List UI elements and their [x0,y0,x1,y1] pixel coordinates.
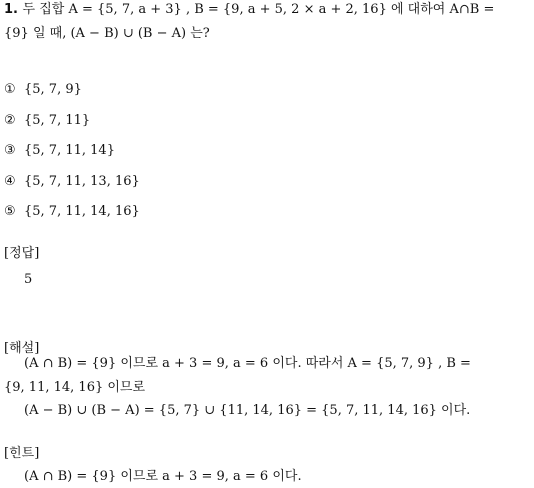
question-line-1 [4,0,494,20]
question-line-2: {9} 일 때, (A − B) ∪ (B − A) 는? [4,26,210,41]
choice-2[interactable] [4,111,90,131]
choice-text: {5, 7, 11, 14} [24,143,115,158]
choice-text: {5, 7, 11, 13, 16} [24,174,140,189]
hint-heading: [힌트] [4,446,40,461]
answer-value: 5 [24,272,33,287]
choice-text: {5, 7, 9} [24,82,82,97]
question-number: 1. [4,2,18,17]
choice-text: {5, 7, 11, 14, 16} [24,204,140,219]
choice-marker: ① [4,82,16,97]
choice-5[interactable] [4,202,140,222]
choice-1[interactable] [4,80,82,100]
explanation-line-2: {9, 11, 14, 16} 이므로 [4,380,146,395]
choice-marker: ② [4,113,16,128]
explanation-heading: [해설] [4,341,40,356]
choice-3[interactable] [4,141,115,161]
explanation-line-1: (A ∩ B) = {9} 이므로 a + 3 = 9, a = 6 이다. 따라서 A = {5, 7, 9} , B = [24,356,471,371]
choice-marker: ④ [4,174,16,189]
question-text-1: 두 집합 A = {5, 7, a + 3} , B = {9, a + 5, 2 × a + 2, 16} 에 대하여 A∩B = [22,2,495,17]
explanation-line-3: (A − B) ∪ (B − A) = {5, 7} ∪ {11, 14, 16} = {5, 7, 11, 14, 16} 이다. [24,403,471,418]
choice-text: {5, 7, 11} [24,113,91,128]
hint-line-1: (A ∩ B) = {9} 이므로 a + 3 = 9, a = 6 이다. [24,469,302,484]
choice-marker: ③ [4,143,16,158]
answer-heading: [정답] [4,246,40,261]
choice-marker: ⑤ [4,204,16,219]
choice-4[interactable] [4,172,140,192]
